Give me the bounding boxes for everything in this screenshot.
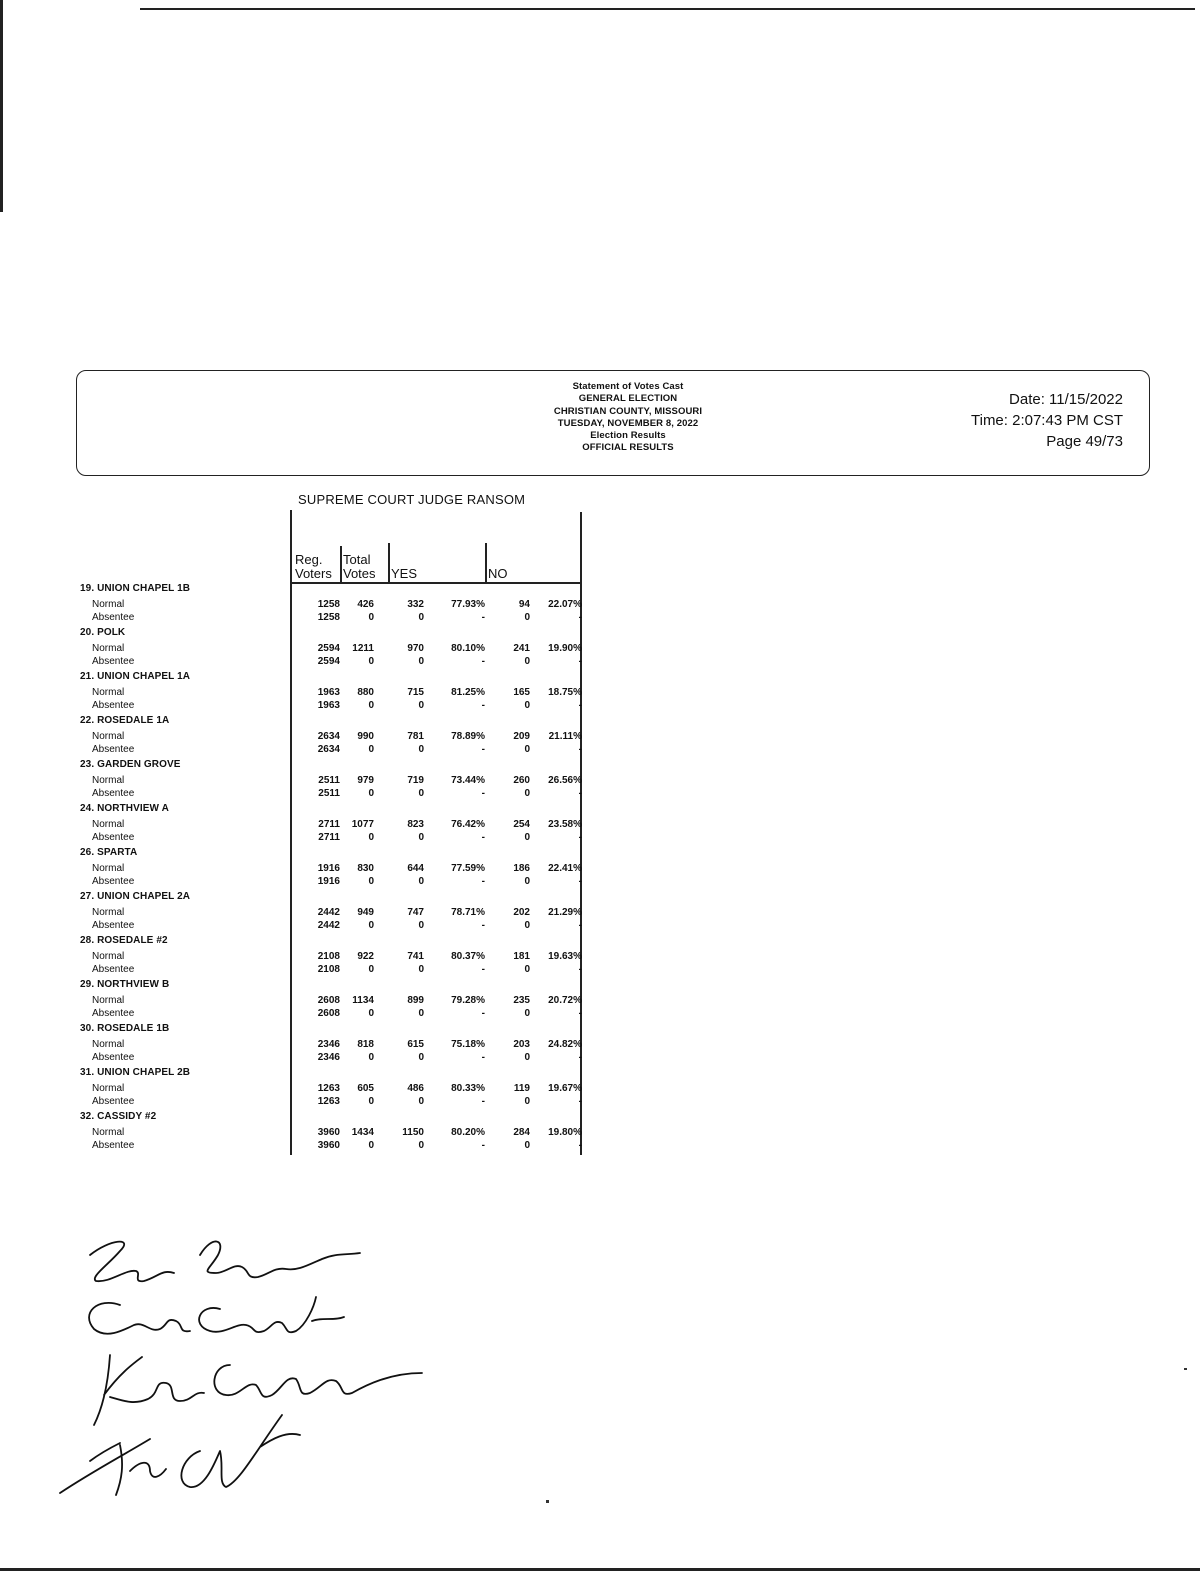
yes-votes-cell: 823 bbox=[407, 819, 424, 831]
table-row-normal bbox=[0, 731, 600, 745]
precinct-header-row bbox=[0, 979, 600, 993]
reg-voters-cell: 2608 bbox=[317, 1008, 340, 1020]
yes-votes-cell: 486 bbox=[407, 1082, 424, 1094]
no-percent-cell: - bbox=[578, 964, 582, 976]
table-row-absentee bbox=[0, 832, 600, 846]
precinct-header-row bbox=[0, 671, 600, 685]
no-votes-cell: 0 bbox=[524, 700, 530, 712]
table-row-normal bbox=[0, 1039, 600, 1053]
no-votes-cell: 0 bbox=[524, 832, 530, 844]
yes-percent-cell: 80.37% bbox=[451, 951, 485, 962]
precinct-header-row bbox=[0, 715, 600, 729]
table-row-absentee bbox=[0, 920, 600, 934]
reg-voters-cell: 2511 bbox=[318, 788, 340, 800]
yes-percent-cell: 79.28% bbox=[451, 994, 485, 1006]
yes-votes-cell: 0 bbox=[418, 1096, 424, 1108]
total-votes-cell: 0 bbox=[368, 832, 374, 844]
total-votes-cell: 1434 bbox=[351, 1126, 374, 1138]
no-votes-cell: 119 bbox=[513, 1082, 530, 1094]
report-page-number: Page 49/73 bbox=[1046, 433, 1123, 450]
yes-percent-cell: 80.20% bbox=[451, 1126, 485, 1138]
total-votes-cell: 426 bbox=[357, 599, 374, 611]
no-percent-cell: - bbox=[578, 920, 582, 932]
no-percent-cell: - bbox=[578, 1052, 582, 1064]
report-title-line: Election Results bbox=[590, 430, 666, 442]
no-votes-cell: 235 bbox=[513, 994, 530, 1006]
reg-voters-cell: 2108 bbox=[317, 964, 340, 976]
table-row-absentee bbox=[0, 1096, 600, 1110]
table-row-normal bbox=[0, 819, 600, 833]
no-percent-cell: - bbox=[578, 656, 582, 668]
total-votes-cell: 979 bbox=[357, 775, 374, 787]
no-percent-cell: 21.29% bbox=[548, 907, 582, 919]
signature-4 bbox=[60, 1415, 300, 1495]
signature-3 bbox=[94, 1355, 422, 1425]
vote-type-label: Normal bbox=[92, 1038, 125, 1050]
vote-type-label: Normal bbox=[92, 1126, 125, 1138]
column-divider bbox=[388, 543, 390, 583]
yes-percent-cell: - bbox=[481, 920, 485, 932]
report-title-line: Statement of Votes Cast bbox=[572, 381, 684, 392]
yes-percent-cell: - bbox=[481, 1008, 485, 1020]
total-votes-cell: 0 bbox=[368, 964, 374, 976]
no-votes-cell: 254 bbox=[513, 819, 530, 831]
table-row-normal bbox=[0, 1127, 600, 1141]
total-votes-cell: 0 bbox=[368, 612, 374, 624]
table-row-absentee bbox=[0, 612, 600, 626]
yes-votes-cell: 0 bbox=[418, 744, 424, 756]
yes-votes-cell: 0 bbox=[418, 1008, 424, 1020]
total-votes-cell: 922 bbox=[357, 951, 374, 962]
precinct-name: 23. GARDEN GROVE bbox=[80, 758, 181, 770]
no-percent-cell: - bbox=[578, 700, 582, 712]
table-row-normal bbox=[0, 951, 600, 965]
precinct-header-row bbox=[0, 1023, 600, 1037]
precinct-header-row bbox=[0, 1067, 600, 1081]
reg-voters-cell: 1916 bbox=[317, 863, 340, 875]
precinct-name: 19. UNION CHAPEL 1B bbox=[80, 583, 191, 594]
precinct-header-row bbox=[0, 847, 600, 861]
vote-type-label: Absentee bbox=[92, 920, 135, 932]
total-votes-cell: 990 bbox=[357, 731, 374, 743]
table-row-absentee bbox=[0, 964, 600, 978]
vote-type-label: Normal bbox=[92, 643, 125, 655]
total-votes-cell: 949 bbox=[357, 907, 374, 919]
no-votes-cell: 0 bbox=[524, 1140, 530, 1152]
no-votes-cell: 0 bbox=[524, 656, 530, 668]
total-votes-cell: 0 bbox=[368, 1052, 374, 1064]
precinct-name: 24. NORTHVIEW A bbox=[80, 802, 169, 814]
no-percent-cell: 19.63% bbox=[548, 951, 582, 962]
reg-voters-cell: 1263 bbox=[317, 1096, 340, 1108]
table-row-normal bbox=[0, 687, 600, 701]
vote-type-label: Normal bbox=[92, 994, 125, 1006]
signature-1 bbox=[90, 1241, 360, 1281]
yes-percent-cell: 78.89% bbox=[451, 731, 485, 743]
no-votes-cell: 0 bbox=[524, 1096, 530, 1108]
table-row-absentee bbox=[0, 744, 600, 758]
no-votes-cell: 202 bbox=[513, 907, 530, 919]
contest-title: SUPREME COURT JUDGE RANSOM bbox=[298, 492, 526, 507]
yes-votes-cell: 0 bbox=[418, 1140, 424, 1152]
no-votes-cell: 186 bbox=[513, 863, 530, 875]
table-row-normal bbox=[0, 995, 600, 1009]
reg-voters-cell: 2346 bbox=[317, 1052, 340, 1064]
table-row-normal bbox=[0, 775, 600, 789]
table-row-normal bbox=[0, 599, 600, 613]
total-votes-cell: 0 bbox=[368, 656, 374, 668]
no-votes-cell: 0 bbox=[524, 876, 530, 888]
reg-voters-cell: 2594 bbox=[317, 643, 340, 655]
yes-percent-cell: - bbox=[481, 1096, 485, 1108]
reg-voters-cell: 2608 bbox=[317, 994, 340, 1006]
precinct-header-row bbox=[0, 1111, 600, 1125]
total-votes-cell: 0 bbox=[368, 788, 374, 800]
total-votes-cell: 1077 bbox=[351, 819, 374, 831]
no-percent-cell: 22.41% bbox=[548, 863, 582, 875]
column-divider bbox=[340, 546, 342, 582]
reg-voters-cell: 2511 bbox=[318, 775, 340, 787]
total-votes-cell: 0 bbox=[368, 876, 374, 888]
vote-type-label: Normal bbox=[92, 951, 125, 962]
yes-percent-cell: - bbox=[481, 1052, 485, 1064]
yes-votes-cell: 1150 bbox=[402, 1126, 424, 1138]
precinct-header-row bbox=[0, 803, 600, 817]
yes-votes-cell: 0 bbox=[418, 700, 424, 712]
no-percent-cell: 19.90% bbox=[548, 643, 582, 655]
reg-voters-cell: 2711 bbox=[318, 819, 340, 831]
column-header-yes: YES bbox=[391, 566, 418, 581]
precinct-name: 28. ROSEDALE #2 bbox=[80, 934, 168, 946]
yes-votes-cell: 615 bbox=[407, 1038, 424, 1050]
vote-type-label: Absentee bbox=[92, 700, 135, 712]
yes-percent-cell: 81.25% bbox=[451, 687, 485, 699]
yes-percent-cell: - bbox=[481, 876, 485, 888]
reg-voters-cell: 1258 bbox=[317, 599, 340, 611]
yes-votes-cell: 781 bbox=[407, 731, 424, 743]
total-votes-cell: 0 bbox=[368, 920, 374, 932]
vote-type-label: Normal bbox=[92, 863, 125, 875]
table-row-normal bbox=[0, 907, 600, 921]
reg-voters-cell: 2442 bbox=[317, 907, 340, 919]
vote-type-label: Absentee bbox=[92, 656, 135, 668]
no-percent-cell: 19.67% bbox=[548, 1082, 582, 1094]
precinct-header-row bbox=[0, 759, 600, 773]
table-row-absentee bbox=[0, 1052, 600, 1066]
reg-voters-cell: 2634 bbox=[317, 731, 340, 743]
yes-votes-cell: 0 bbox=[418, 612, 424, 624]
yes-percent-cell: - bbox=[481, 1140, 485, 1152]
vote-type-label: Absentee bbox=[92, 1140, 135, 1152]
yes-percent-cell: - bbox=[481, 656, 485, 668]
yes-votes-cell: 747 bbox=[407, 907, 424, 919]
yes-votes-cell: 741 bbox=[407, 951, 424, 962]
precinct-header-row bbox=[0, 627, 600, 641]
total-votes-cell: 0 bbox=[368, 700, 374, 712]
yes-votes-cell: 332 bbox=[407, 599, 424, 611]
report-meta bbox=[971, 389, 1123, 452]
no-votes-cell: 0 bbox=[524, 788, 530, 800]
table-row-absentee bbox=[0, 788, 600, 802]
total-votes-cell: 0 bbox=[368, 1096, 374, 1108]
table-row-normal bbox=[0, 1083, 600, 1097]
vote-type-label: Normal bbox=[92, 775, 125, 787]
scan-edge-line bbox=[140, 8, 1195, 10]
vote-type-label: Absentee bbox=[92, 832, 135, 844]
total-votes-cell: 605 bbox=[357, 1082, 374, 1094]
yes-percent-cell: 80.10% bbox=[451, 643, 485, 655]
vote-type-label: Absentee bbox=[92, 744, 135, 756]
precinct-name: 21. UNION CHAPEL 1A bbox=[80, 670, 191, 682]
total-votes-cell: 0 bbox=[368, 1140, 374, 1152]
table-row-absentee bbox=[0, 876, 600, 890]
precinct-name: 20. POLK bbox=[80, 626, 126, 638]
vote-type-label: Normal bbox=[92, 731, 125, 743]
yes-percent-cell: - bbox=[481, 612, 485, 624]
scan-speck bbox=[546, 1500, 549, 1503]
no-percent-cell: - bbox=[578, 1096, 582, 1108]
total-votes-cell: 880 bbox=[357, 687, 374, 699]
vote-type-label: Normal bbox=[92, 599, 125, 611]
reg-voters-cell: 1263 bbox=[317, 1082, 340, 1094]
signature-2 bbox=[89, 1297, 344, 1334]
no-percent-cell: - bbox=[578, 788, 582, 800]
yes-percent-cell: - bbox=[481, 700, 485, 712]
yes-percent-cell: 75.18% bbox=[451, 1038, 485, 1050]
yes-votes-cell: 719 bbox=[407, 775, 424, 787]
vote-type-label: Absentee bbox=[92, 964, 135, 976]
no-percent-cell: - bbox=[578, 876, 582, 888]
precinct-header-row bbox=[0, 891, 600, 905]
column-header-no: NO bbox=[488, 566, 508, 581]
no-percent-cell: 26.56% bbox=[548, 775, 582, 787]
precinct-name: 32. CASSIDY #2 bbox=[80, 1110, 157, 1122]
reg-voters-cell: 2346 bbox=[317, 1038, 340, 1050]
vote-type-label: Absentee bbox=[92, 1052, 135, 1064]
no-votes-cell: 284 bbox=[513, 1126, 530, 1138]
no-percent-cell: 20.72% bbox=[548, 994, 582, 1006]
vote-type-label: Absentee bbox=[92, 876, 135, 888]
no-votes-cell: 94 bbox=[518, 599, 530, 611]
precinct-name: 27. UNION CHAPEL 2A bbox=[80, 890, 191, 902]
no-percent-cell: 21.11% bbox=[548, 731, 582, 743]
table-row-normal bbox=[0, 863, 600, 877]
yes-percent-cell: - bbox=[481, 788, 485, 800]
scan-edge-mark bbox=[0, 0, 3, 212]
vote-type-label: Normal bbox=[92, 819, 125, 831]
table-row-normal bbox=[0, 643, 600, 657]
no-votes-cell: 241 bbox=[513, 643, 530, 655]
yes-votes-cell: 899 bbox=[407, 994, 424, 1006]
no-votes-cell: 0 bbox=[524, 1052, 530, 1064]
yes-percent-cell: - bbox=[481, 832, 485, 844]
scan-edge-line bbox=[0, 1568, 1200, 1571]
no-percent-cell: 24.82% bbox=[548, 1038, 582, 1050]
report-title-line: OFFICIAL RESULTS bbox=[582, 442, 674, 454]
reg-voters-cell: 1963 bbox=[317, 700, 340, 712]
report-title-line: CHRISTIAN COUNTY, MISSOURI bbox=[553, 405, 703, 417]
yes-percent-cell: 80.33% bbox=[451, 1082, 485, 1094]
precinct-name: 26. SPARTA bbox=[80, 846, 138, 858]
no-votes-cell: 209 bbox=[513, 731, 530, 743]
total-votes-cell: 1211 bbox=[352, 643, 374, 655]
vote-type-label: Normal bbox=[92, 1082, 125, 1094]
table-row-absentee bbox=[0, 1008, 600, 1022]
no-percent-cell: 18.75% bbox=[548, 687, 582, 699]
yes-votes-cell: 715 bbox=[407, 687, 424, 699]
yes-percent-cell: 77.59% bbox=[451, 863, 485, 875]
reg-voters-cell: 2711 bbox=[318, 832, 340, 844]
vote-type-label: Normal bbox=[92, 907, 125, 919]
precinct-header-row bbox=[0, 583, 600, 597]
yes-percent-cell: 73.44% bbox=[451, 775, 485, 787]
no-votes-cell: 165 bbox=[513, 687, 530, 699]
report-title-line: GENERAL ELECTION bbox=[578, 393, 678, 405]
no-votes-cell: 0 bbox=[524, 612, 530, 624]
no-percent-cell: - bbox=[578, 832, 582, 844]
yes-votes-cell: 0 bbox=[418, 788, 424, 800]
no-percent-cell: 19.80% bbox=[548, 1126, 582, 1138]
yes-percent-cell: 76.42% bbox=[451, 819, 485, 831]
no-votes-cell: 0 bbox=[524, 744, 530, 756]
yes-percent-cell: 77.93% bbox=[451, 599, 485, 611]
table-row-absentee bbox=[0, 1140, 600, 1154]
precinct-name: 31. UNION CHAPEL 2B bbox=[80, 1066, 191, 1078]
precinct-name: 29. NORTHVIEW B bbox=[80, 978, 170, 990]
yes-percent-cell: - bbox=[481, 744, 485, 756]
column-divider bbox=[485, 543, 487, 583]
reg-voters-cell: 1963 bbox=[317, 687, 340, 699]
yes-percent-cell: - bbox=[481, 964, 485, 976]
column-header-reg-voters: Reg. Voters bbox=[295, 552, 332, 581]
report-header bbox=[76, 370, 1150, 476]
total-votes-cell: 830 bbox=[357, 863, 374, 875]
reg-voters-cell: 3960 bbox=[317, 1126, 340, 1138]
reg-voters-cell: 2634 bbox=[317, 744, 340, 756]
yes-percent-cell: 78.71% bbox=[451, 907, 485, 919]
yes-votes-cell: 644 bbox=[407, 863, 424, 875]
reg-voters-cell: 2594 bbox=[317, 656, 340, 668]
no-percent-cell: - bbox=[578, 744, 582, 756]
no-votes-cell: 203 bbox=[513, 1038, 530, 1050]
report-time: Time: 2:07:43 PM CST bbox=[971, 412, 1123, 429]
total-votes-cell: 1134 bbox=[352, 994, 374, 1006]
no-votes-cell: 0 bbox=[524, 964, 530, 976]
scan-speck bbox=[1184, 1368, 1187, 1370]
no-percent-cell: - bbox=[578, 1008, 582, 1020]
precinct-name: 22. ROSEDALE 1A bbox=[80, 714, 170, 726]
reg-voters-cell: 1916 bbox=[317, 876, 340, 888]
yes-votes-cell: 0 bbox=[418, 920, 424, 932]
no-votes-cell: 181 bbox=[513, 951, 530, 962]
reg-voters-cell: 3960 bbox=[317, 1140, 340, 1152]
vote-type-label: Absentee bbox=[92, 788, 135, 800]
yes-votes-cell: 0 bbox=[418, 832, 424, 844]
no-percent-cell: - bbox=[578, 612, 582, 624]
yes-votes-cell: 970 bbox=[407, 643, 424, 655]
no-percent-cell: 23.58% bbox=[548, 819, 582, 831]
precinct-header-row bbox=[0, 935, 600, 949]
total-votes-cell: 0 bbox=[368, 744, 374, 756]
reg-voters-cell: 1258 bbox=[317, 612, 340, 624]
no-percent-cell: - bbox=[578, 1140, 582, 1152]
report-title-line: TUESDAY, NOVEMBER 8, 2022 bbox=[557, 417, 699, 429]
official-signatures bbox=[50, 1225, 450, 1515]
table-row-absentee bbox=[0, 700, 600, 714]
vote-type-label: Absentee bbox=[92, 1096, 135, 1108]
vote-type-label: Normal bbox=[92, 687, 125, 699]
reg-voters-cell: 2108 bbox=[317, 951, 340, 962]
table-row-absentee bbox=[0, 656, 600, 670]
vote-type-label: Absentee bbox=[92, 612, 135, 624]
yes-votes-cell: 0 bbox=[418, 1052, 424, 1064]
yes-votes-cell: 0 bbox=[418, 656, 424, 668]
no-votes-cell: 260 bbox=[513, 775, 530, 787]
report-date: Date: 11/15/2022 bbox=[1009, 391, 1123, 408]
reg-voters-cell: 2442 bbox=[317, 920, 340, 932]
yes-votes-cell: 0 bbox=[418, 964, 424, 976]
total-votes-cell: 818 bbox=[357, 1038, 374, 1050]
no-votes-cell: 0 bbox=[524, 1008, 530, 1020]
no-percent-cell: 22.07% bbox=[548, 599, 582, 611]
vote-type-label: Absentee bbox=[92, 1008, 135, 1020]
no-votes-cell: 0 bbox=[524, 920, 530, 932]
total-votes-cell: 0 bbox=[368, 1008, 374, 1020]
yes-votes-cell: 0 bbox=[418, 876, 424, 888]
column-header-total-votes: Total Votes bbox=[343, 552, 376, 581]
precinct-name: 30. ROSEDALE 1B bbox=[80, 1022, 170, 1034]
